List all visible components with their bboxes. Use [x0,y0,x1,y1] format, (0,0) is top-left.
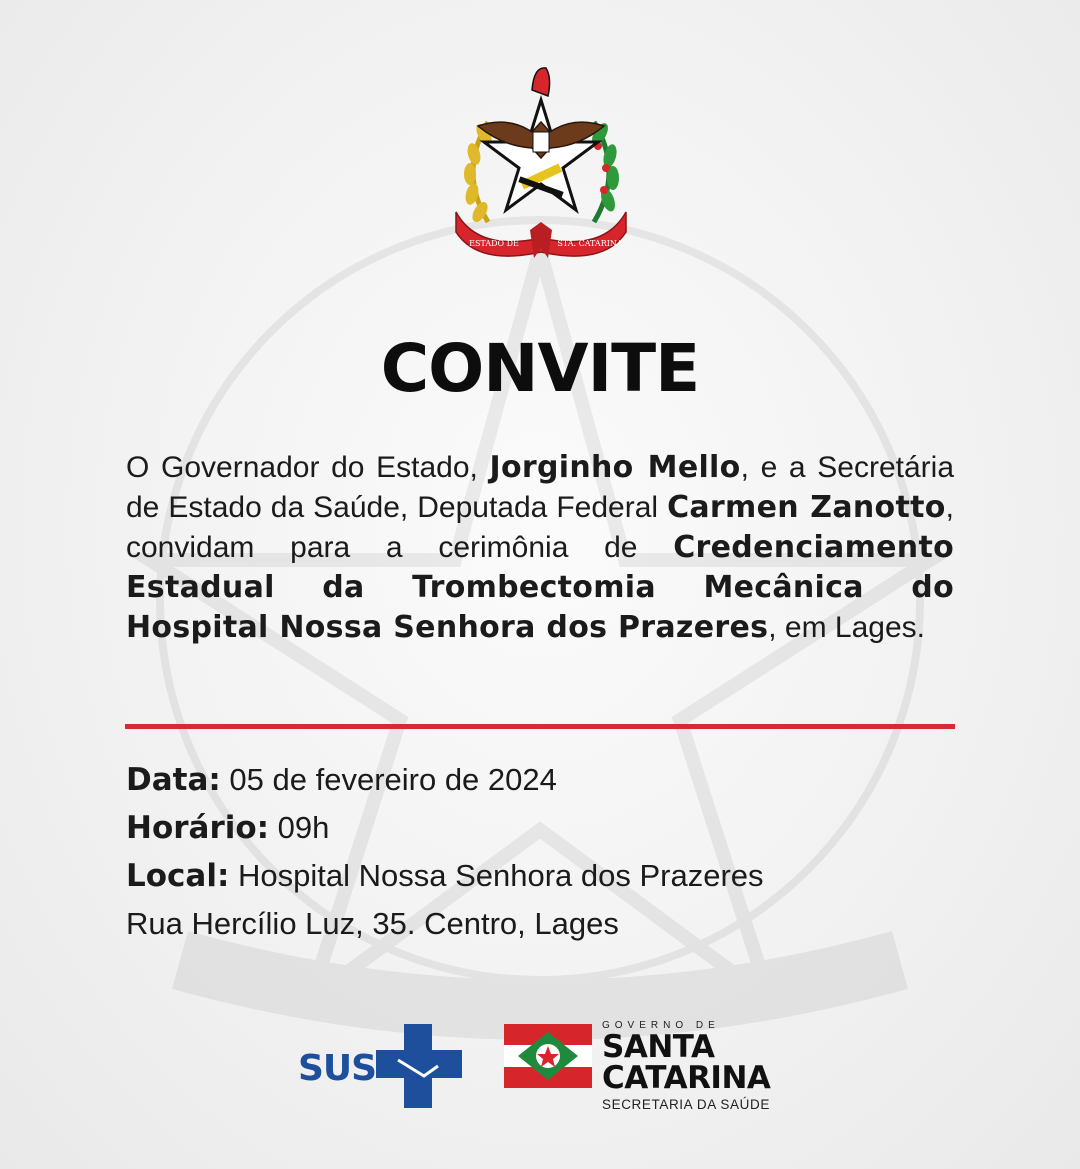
page-title: CONVITE [380,330,700,407]
state-name-line2: CATARINA [602,1060,771,1096]
event-details [126,756,764,947]
time-row [126,804,764,852]
date-label: Data: [126,762,221,798]
sus-logo [298,1022,464,1110]
governor-name: Jorginho Mello [489,450,741,485]
event-name: Credenciamento Estadual da Trombectomia Mecânica do Hospital Nossa Senhora dos Prazeres [126,530,954,645]
gov-label: GOVERNO DE [602,1020,720,1031]
department-label: SECRETARIA DA SAÚDE [602,1097,770,1112]
governo-sc-logo [602,1020,770,1112]
time-label: Horário: [126,810,270,846]
coat-of-arms-emblem [448,62,634,264]
invitation-secretary-intro: , e a Secretária de Estado da Saúde, Deputada Federal [126,451,955,524]
time-value: 09h [269,810,330,845]
invitation-intro: O Governador do Estado, [126,451,490,484]
place-label: Local: [126,858,230,894]
secretary-name: Carmen Zanotto [667,490,946,525]
place-value: Hospital Nossa Senhora dos Prazeres [229,858,764,893]
ribbon-left-text: ESTADO DE [469,239,519,248]
date-value: 05 de fevereiro de 2024 [220,762,557,797]
invitation-text [126,448,954,648]
santa-catarina-flag-icon [504,1024,592,1088]
invitation-location: , em Lages. [768,611,926,644]
date-row [126,756,764,804]
red-divider [125,724,955,729]
invitation-ceremony-intro: , convidam para a cerimônia de [126,491,954,564]
address-row: Rua Hercílio Luz, 35. Centro, Lages [126,906,619,941]
state-name-line1: SANTA [602,1029,715,1065]
place-row [126,852,764,900]
sus-logo-text: SUS [298,1048,377,1089]
ribbon-right-text: STA. CATARINA [557,239,623,248]
